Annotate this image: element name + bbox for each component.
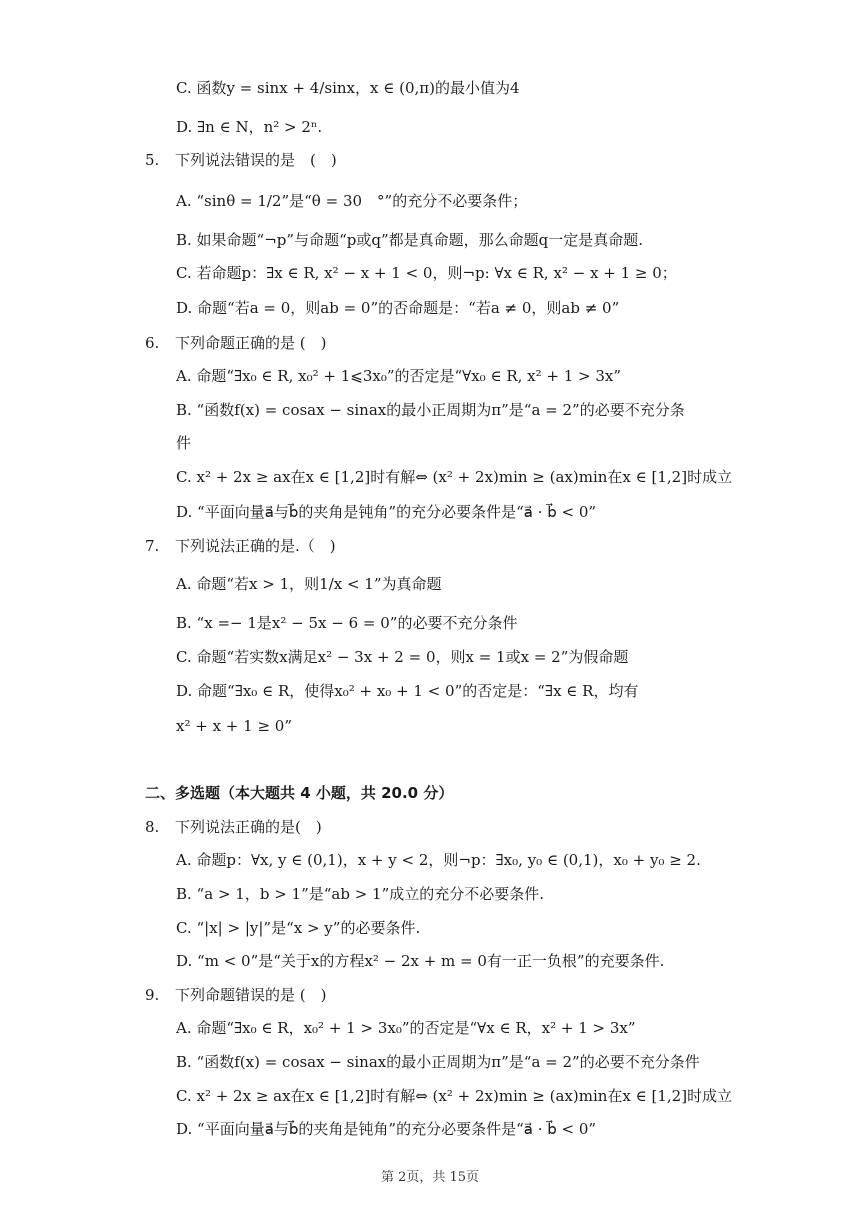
option-5c: C. 若命题p：∃x ∈ R, x² − x + 1 < 0，则¬p: ∀x ∈ R, x² − x + 1 ≥ 0； [176,264,677,282]
option-9d: D. “平面向量a⃗与b⃗的夹角是钝角”的充分必要条件是“a⃗ · b⃗ < 0” [176,1120,597,1138]
question-stem: 下列说法正确的是.（ ) [175,537,336,555]
page-footer: 第 2页，共 15页 [380,1170,480,1185]
option-7c: C. 命题“若实数x满足x² − 3x + 2 = 0，则x = 1或x = 2”为假命题 [176,648,629,666]
option-5b: B. 如果命题“¬p”与命题“p或q”都是真命题，那么命题q一定是真命题. [176,231,643,249]
option-7b: B. “x =− 1是x² − 5x − 6 = 0”的必要不充分条件 [176,614,518,632]
question-stem: 下列命题正确的是 ( ) [175,334,327,352]
question-number: 7. [145,537,160,555]
question-number: 5. [145,151,160,169]
option-6d: D. “平面向量a⃗与b⃗的夹角是钝角”的充分必要条件是“a⃗ · b⃗ < 0” [176,503,597,521]
option-7a: A. 命题“若x > 1，则1/x < 1”为真命题 [176,575,442,593]
question-stem: 下列命题错误的是 ( ) [175,986,327,1004]
option-9c: C. x² + 2x ≥ ax在x ∈ [1,2]时有解⇔ (x² + 2x)min ≥ (ax)min在x ∈ [1,2]时成立 [176,1087,733,1105]
option-6c: C. x² + 2x ≥ ax在x ∈ [1,2]时有解⇔ (x² + 2x)min ≥ (ax)min在x ∈ [1,2]时成立 [176,468,733,486]
question-stem: 下列说法错误的是 ( ) [175,151,337,169]
question-5 [145,150,337,170]
question-number: 9. [145,986,160,1004]
question-number: 8. [145,818,160,836]
question-6 [145,333,326,353]
option-9a: A. 命题“∃x₀ ∈ R，x₀² + 1 > 3x₀”的否定是“∀x ∈ R，x² + 1 > 3x” [176,1019,636,1037]
option-5a: A. “sinθ = 1/2”是“θ = 30 °”的充分不必要条件； [176,192,528,210]
question-8 [145,817,322,837]
question-number: 6. [145,334,160,352]
option-7d-cont: x² + x + 1 ≥ 0” [176,717,293,735]
option-8d: D. “m < 0”是“关于x的方程x² − 2x + m = 0有一正一负根”的充要条件. [176,952,665,970]
option-7d: D. 命题“∃x₀ ∈ R，使得x₀² + x₀ + 1 < 0”的否定是：“∃x ∈ R，均有 [176,682,639,700]
question-stem: 下列说法正确的是( ) [175,818,322,836]
option-4d: D. ∃n ∈ N，n² > 2ⁿ. [176,118,323,136]
section-title: 二、多选题（本大题共 4 小题，共 20.0 分） [145,784,454,802]
option-6a: A. 命题“∃x₀ ∈ R, x₀² + 1⩽3x₀”的否定是“∀x₀ ∈ R, x² + 1 > 3x” [176,367,622,385]
option-5d: D. 命题“若a = 0，则ab = 0”的否命题是：“若a ≠ 0，则ab ≠ 0” [176,299,620,317]
option-6b-cont: 件 [176,434,192,452]
option-8b: B. “a > 1，b > 1”是“ab > 1”成立的充分不必要条件. [176,885,545,903]
question-7 [145,536,336,556]
option-8c: C. “|x| > |y|”是“x > y”的必要条件. [176,919,421,937]
option-6b: B. “函数f(x) = cosax − sinax的最小正周期为π”是“a = 2”的必要不充分条 [176,401,685,419]
question-9 [145,985,326,1005]
option-9b: B. “函数f(x) = cosax − sinax的最小正周期为π”是“a = 2”的必要不充分条件 [176,1053,700,1071]
option-4c: C. 函数y = sinx + 4/sinx，x ∈ (0,π)的最小值为4 [176,79,520,97]
option-8a: A. 命题p：∀x, y ∈ (0,1)，x + y < 2，则¬p：∃x₀, y₀ ∈ (0,1)，x₀ + y₀ ≥ 2. [176,851,701,869]
